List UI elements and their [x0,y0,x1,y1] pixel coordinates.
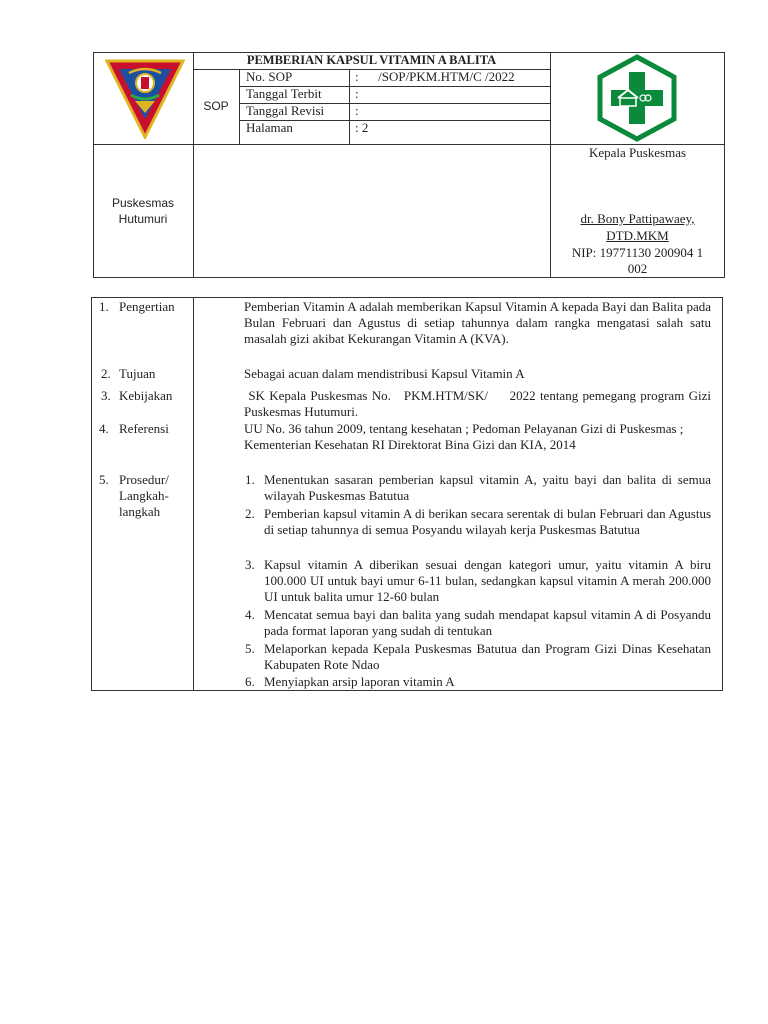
step-number: 2. [245,506,255,521]
regional-emblem-logo [105,57,185,139]
content-divider [193,297,194,691]
section-label-prosedur: Prosedur/ Langkah- langkah [119,472,169,519]
header-divider [193,52,194,278]
section-label-referensi: Referensi [119,421,169,436]
sop-label: SOP [203,99,229,113]
field-value-tanggal-terbit: : [355,86,359,101]
step-number: 5. [245,641,255,656]
section-label-tujuan: Tujuan [119,366,156,381]
section-text-pengertian: Pemberian Vitamin A adalah memberikan Kapsul Vitamin A kepada Bayi dan Balita pada Bulan Februari dan Agustus di setiap tahunnya dalam rangka mengatasi salah satu masalah gizi akibat Kekurangan Vitamin A (KVA). [244,299,711,346]
signer-name-line1: dr. Bony Pattipawaey, [580,211,695,226]
procedure-step: Kapsul vitamin A diberikan sesuai dengan kategori umur, yaitu vitamin A biru 100.000 UI untuk bayi umur 6-11 bulan, sedangkan kapsul vitamin A merah 200.000 UI untuk balita umur 12-60 bulan [264,557,711,604]
field-value-halaman: : 2 [355,120,369,135]
step-number: 3. [245,557,255,572]
field-value-tanggal-revisi: : [355,103,359,118]
section-text-referensi: UU No. 36 tahun 2009, tentang kesehatan ; Pedoman Pelayanan Gizi di Puskesmas ; Kementerian Kesehatan RI Direktorat Bina Gizi dan KIA, 2014 [244,421,684,452]
procedure-step: Menyiapkan arsip laporan vitamin A [264,674,455,689]
section-number: 1. [99,299,109,314]
step-number: 1. [245,472,255,487]
procedure-step: Pemberian kapsul vitamin A di berikan secara serentak di bulan Februari dan Agustus di setiap tahunnya di semua Posyandu wilayah kerja Puskesmas Batutua [264,506,711,537]
signer-name-line2: DTD.MKM [606,228,669,243]
section-label-kebijakan: Kebijakan [119,388,173,403]
signer-nip-line2: 002 [627,261,648,276]
header-divider [239,69,240,144]
header-divider [349,69,350,144]
signer-nip-line1: NIP: 19771130 200904 1 [571,245,704,260]
section-number: 2. [101,366,111,381]
procedure-step: Menentukan sasaran pemberian kapsul vitamin A, yaitu bayi dan balita di semua wilayah Puskesmas Batutua [264,472,711,503]
document-title: PEMBERIAN KAPSUL VITAMIN A BALITA [246,53,497,67]
field-value-no-sop: : /SOP/PKM.HTM/C /2022 [355,69,515,84]
procedure-step: Mencatat semua bayi dan balita yang sudah mendapat kapsul vitamin A di Posyandu pada format laporan yang sudah di tentukan [264,607,711,638]
step-number: 4. [245,607,255,622]
procedure-step: Melaporkan kepada Kepala Puskesmas Batutua dan Program Gizi Dinas Kesehatan Kabupaten Rote Ndao [264,641,711,672]
field-label-no-sop: No. SOP [246,69,293,84]
field-label-tanggal-terbit: Tanggal Terbit [246,86,322,101]
field-label-halaman: Halaman [246,120,293,135]
section-number: 5. [99,472,109,487]
section-text-tujuan: Sebagai acuan dalam mendistribusi Kapsul Vitamin A [244,366,525,381]
org-name: Puskesmas Hutumuri [111,196,175,226]
section-number: 3. [101,388,111,403]
section-label-pengertian: Pengertian [119,299,175,314]
field-label-tanggal-revisi: Tanggal Revisi [246,103,325,118]
step-number: 6. [245,674,255,689]
section-text-kebijakan: SK Kepala Puskesmas No. PKM.HTM/SK/ 2022 tentang pemegang program Gizi Puskesmas Hutumuri. [244,388,715,419]
signer-title: Kepala Puskesmas [588,145,687,160]
puskesmas-logo [596,54,678,142]
section-number: 4. [99,421,109,436]
